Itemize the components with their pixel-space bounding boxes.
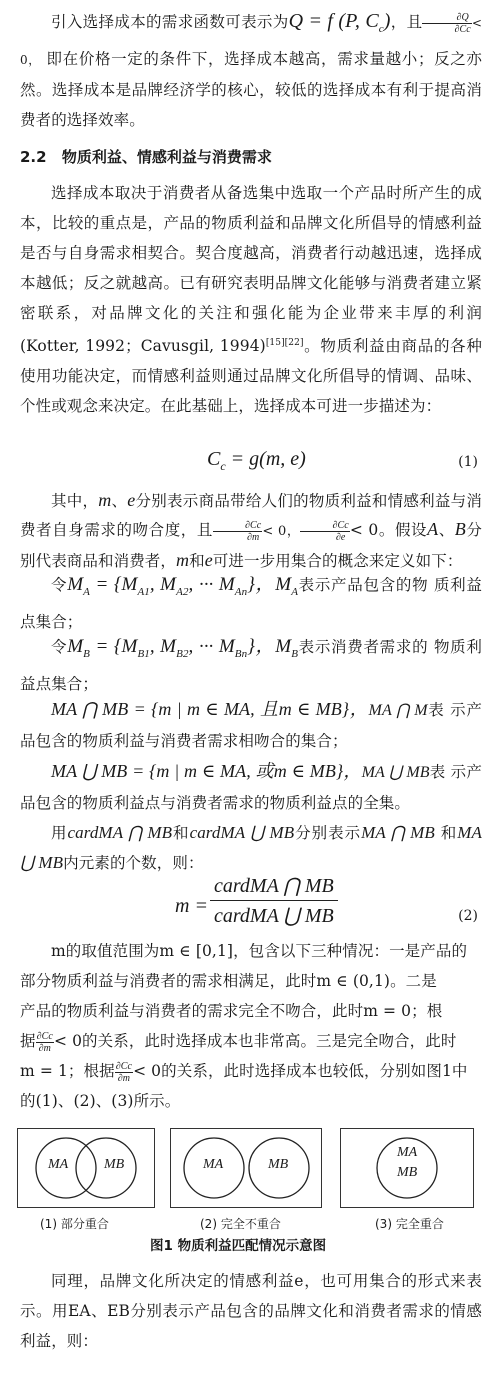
text: 分别表示商品带给人们的物质利益和情感利益与消费者自身需求的吻合度，且 — [20, 492, 482, 539]
para-definitions: 其中，m、e分别表示商品带给人们的物质利益和情感利益与消费者自身需求的吻合度，且 $\frac{\partial Cc}{\partial m}$ < 0， $\frac{\partial Cc}{\partial e}$ < 0。假设A、B分别代表商品和消费者，m和e可进一步用集合的概念来定义如下： — [20, 490, 482, 570]
para-cases-l6: 的(1)、(2)、(3)所示。 — [20, 1092, 181, 1110]
text: 即在价格一定的条件下，选择成本越高，需求量越小；反之亦然。选择成本是品牌经济学的核心，较低的选择成本有利于提高消费者的选择效率。 — [20, 50, 482, 129]
equation-2-lhs: m = — [175, 895, 208, 917]
label-ma: MA — [48, 1157, 69, 1172]
section-title: 物质利益、情感利益与消费需求 — [61, 148, 272, 166]
equation-2-number: (2) — [458, 908, 478, 924]
definition-union: MA ⋃ MB = {m | m ∈ MA, 或m ∈ MB}，MA ⋃ MB表 示产品包含的物质利益点与消费者需求的物质利益点的全集。 — [20, 761, 483, 812]
para-cases-l2: 部分物质利益与消费者的需求相满足，此时m ∈ (0,1)。二是 — [20, 972, 437, 990]
equation-1-number: (1) — [458, 454, 478, 470]
para-emotional-benefit — [20, 1266, 482, 1356]
equation-2-fraction: cardMA ⋂ MB cardMA ⋃ MB — [210, 873, 338, 928]
section-number: 2.2 — [20, 148, 47, 166]
caption-panel-3: (3) 完全重合 — [375, 1217, 444, 1231]
partial-fraction: $\frac{\partial Cc}{\partial m}$ — [213, 520, 262, 543]
label-mb: MB — [268, 1157, 289, 1172]
math-demand-eq: Q = f (P, $C_c$) — [288, 10, 391, 35]
section-heading — [20, 146, 272, 167]
para-cases-l4: 据 $\frac{\partial Cc}{\partial m}$ < 0的关系，此时选择成本也非常高。三是完全吻合，此时 — [20, 1030, 457, 1054]
figure-title: 图1 物质利益匹配情况示意图 — [150, 1238, 327, 1254]
para-demand-function — [20, 6, 482, 135]
figure-panel-full-overlap — [340, 1128, 474, 1208]
caption-panel-1: (1) 部分重合 — [40, 1217, 109, 1231]
partial-fraction: $\frac{\partial Cc}{\partial m}$ — [36, 1030, 53, 1054]
text: ，且 — [390, 13, 423, 31]
text: 同理，品牌文化所决定的情感利益e，也可用集合的形式来表示。用EA、EB分别表示产品包含的品牌文化和消费者需求的情感利益，则： — [20, 1272, 482, 1350]
text: 引入选择成本的需求函数可表示为 — [51, 13, 289, 31]
text: 选择成本取决于消费者从备选集中选取一个产品时所产生的成本，比较的重点是，产品的物质利益和品牌文化所倡导的情感利益是否与自身需求相契合。契合度越高，消费者行动越迅速，选择成本越低；反之就越高。已有研究表明品牌文化能够与消费者建立紧密联系，对品牌文化的关注和强化能为企业带来丰厚的利润(Kotter, 1992；Cavusgil, 1994) — [20, 184, 482, 356]
para-cases: m的取值范围为m ∈ [0,1]，包含以下三种情况：一是产品的 — [51, 942, 468, 960]
venn-partial-overlap — [18, 1129, 154, 1207]
para-selection-cost — [20, 178, 482, 421]
label-mb: MB — [104, 1157, 125, 1172]
partial-fraction: $\frac{\partial Q}{\partial Cc}$ — [422, 12, 471, 35]
equation-1: $C_c = g(m$, e) — [207, 448, 306, 473]
para-cases-l5: m = 1；根据 $\frac{\partial Cc}{\partial m}$ < 0的关系，此时选择成本也较低，分别如图1中 — [20, 1060, 468, 1084]
definition-intersection: MA ⋂ MB = {m | m ∈ MA, 且m ∈ MB}，MA ⋂ M表 示产品包含的物质利益与消费者需求相吻合的集合； — [20, 699, 482, 750]
figure-panel-no-overlap — [170, 1128, 322, 1208]
para-cases-l3: 产品的物质利益与消费者的需求完全不吻合，此时m = 0；根 — [20, 1002, 443, 1020]
text: 其中， — [51, 492, 99, 510]
para-card: 用cardMA ⋂ MB和cardMA ⋃ MB分别表示MA ⋂ MB 和MA ⋃ MB内元素的个数，则： — [20, 823, 483, 872]
partial-fraction: $\frac{\partial Cc}{\partial e}$ — [300, 520, 349, 543]
text: < 0， — [20, 16, 482, 67]
figure-panel-partial-overlap — [17, 1128, 155, 1208]
caption-panel-2: (2) 完全不重合 — [200, 1217, 281, 1231]
citation: [15][22] — [265, 338, 304, 348]
text: 。物质利益由商品的各种使用功能决定，而情感利益则通过品牌文化所倡导的情调、品味、个性或观念来决定。在此基础上，选择成本可进一步描述为： — [20, 337, 482, 416]
label-ma: MA — [397, 1145, 418, 1160]
label-ma: MA — [203, 1157, 224, 1172]
definition-ma: 令$M_A = \{M_{A1}$, $M_{A2}$, ··· $M_{An}$}，$M_A$表示产品包含的物 质利益点集合； — [20, 574, 482, 631]
venn-no-overlap — [171, 1129, 321, 1207]
partial-fraction: $\frac{\partial Cc}{\partial m}$ — [115, 1060, 133, 1084]
label-mb: MB — [397, 1165, 418, 1180]
definition-mb: 令$M_B = \{M_{B1}$, $M_{B2}$, ··· $M_{Bn}$}，$M_B$表示消费者需求的 物质利益点集合； — [20, 636, 482, 693]
